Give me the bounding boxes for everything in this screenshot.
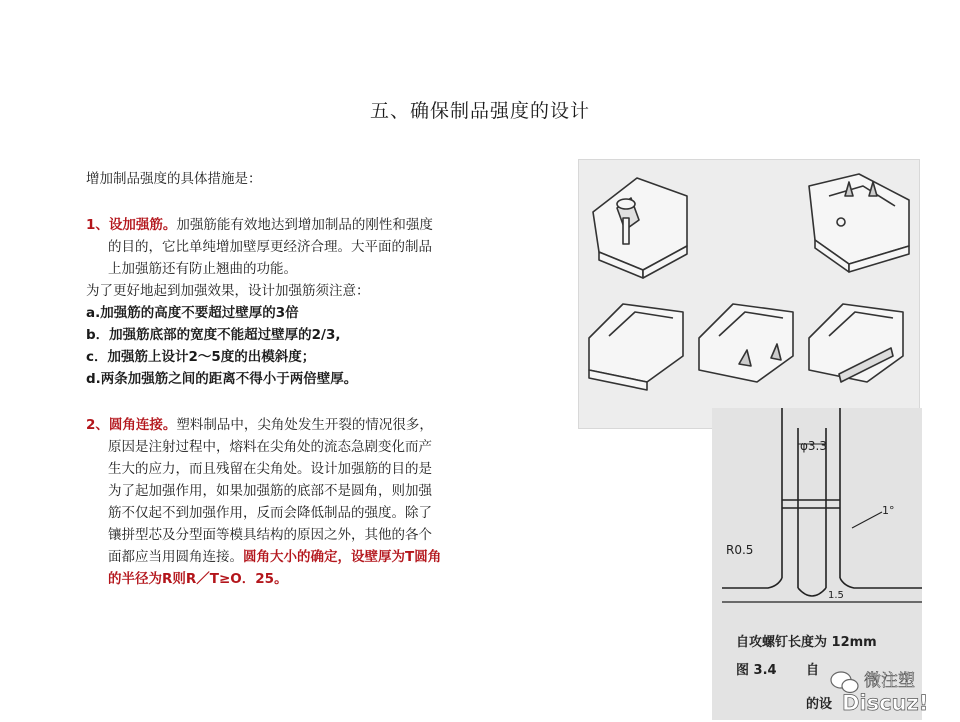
section2-heading: 2、圆角连接。 bbox=[86, 417, 177, 433]
figure2-label-suffix: 自 bbox=[806, 663, 820, 678]
section2-line-4: 筋不仅起不到加强作用，反而会降低制品的强度。除了 bbox=[108, 505, 432, 521]
section2-line-1: 原因是注射过程中，熔料在尖角处的流态急剧变化而产 bbox=[108, 439, 432, 455]
body-text bbox=[86, 168, 556, 190]
page-title: 五、确保制品强度的设计 bbox=[369, 100, 590, 122]
watermark-text-1: 微注塑 bbox=[864, 671, 915, 691]
intro-text: 增加制品强度的具体措施是： bbox=[86, 171, 262, 187]
section2-line-0: 塑料制品中，尖角处发生开裂的情况很多， bbox=[176, 417, 433, 433]
rib-figure bbox=[578, 159, 920, 429]
section2-last-highlight: 圆角大小的确定，设壁厚为T圆角 bbox=[243, 549, 442, 565]
section1-heading: 1、设加强筋。 bbox=[86, 217, 177, 233]
watermark-text-2: Discuz! bbox=[842, 691, 929, 715]
watermark bbox=[828, 660, 948, 718]
figure2-label: 图 3.4 bbox=[736, 663, 777, 678]
section2-line-6 bbox=[86, 546, 556, 568]
rule-b: b．加强筋底部的宽度不能超过壁厚的2/3, bbox=[86, 327, 341, 343]
section1-first-line bbox=[86, 214, 556, 236]
rule-d: d.两条加强筋之间的距离不得小于两倍壁厚。 bbox=[86, 371, 358, 387]
section2-first-line bbox=[86, 414, 556, 436]
section2-line-5: 镶拼型芯及分型面等模具结构的原因之外，其他的各个 bbox=[108, 527, 432, 543]
rib-drawings bbox=[579, 160, 919, 428]
angle-label: 1° bbox=[882, 504, 895, 517]
section2-line-2: 生大的应力，而且残留在尖角处。设计加强筋的目的是 bbox=[108, 461, 432, 477]
section1-line-1: 的目的，它比单纯增加壁厚更经济合理。大平面的制品 bbox=[108, 239, 432, 255]
figure2-caption-text: 自攻螺钉长度为 12mm bbox=[736, 635, 877, 650]
section2-line-3: 为了起加强作用，如果加强筋的底部不是圆角，则加强 bbox=[108, 483, 432, 499]
diameter-label: φ3.3 bbox=[800, 439, 827, 453]
section2-last-normal: 面都应当用圆角连接。 bbox=[108, 549, 243, 565]
rule-a: a.加强筋的高度不要超过壁厚的3倍 bbox=[86, 305, 299, 321]
radius-label: R0.5 bbox=[726, 543, 754, 557]
figure2-bottom-text: 的设 bbox=[806, 697, 833, 712]
section1-line-0: 加强筋能有效地达到增加制品的刚性和强度 bbox=[176, 217, 433, 233]
rule-c: c．加强筋上设计2～5度的出模斜度； bbox=[86, 349, 316, 365]
section-1 bbox=[86, 214, 556, 390]
section2-final-line: 的半径为R则R／T≥O．25。 bbox=[108, 571, 288, 587]
wechat-icon bbox=[831, 672, 858, 693]
section1-line-2: 上加强筋还有防止翘曲的功能。 bbox=[108, 261, 297, 277]
section1-note: 为了更好地起到加强效果，设计加强筋须注意： bbox=[86, 283, 370, 299]
section-2 bbox=[86, 414, 556, 590]
depth-label: 1.5 bbox=[828, 590, 844, 601]
